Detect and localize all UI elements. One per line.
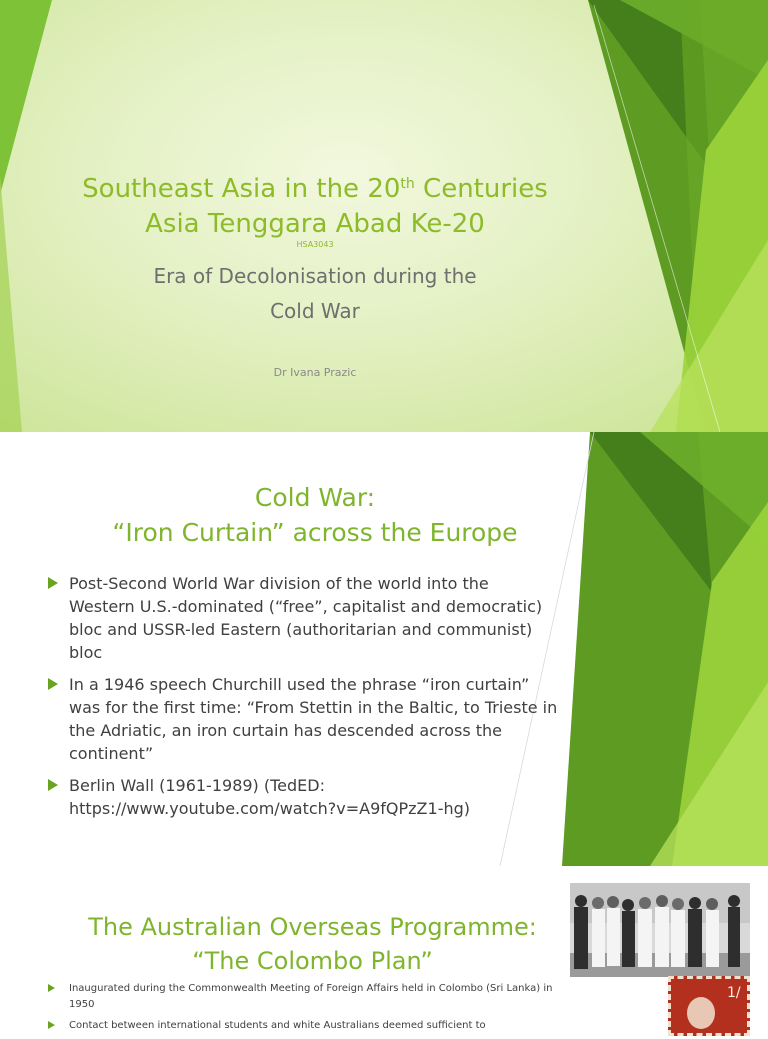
title-slide — [0, 0, 768, 432]
bullet-item — [48, 981, 573, 1013]
group-photo-figures — [570, 883, 750, 977]
arrow-bullet-icon — [48, 984, 55, 992]
title-line-1: The Australian Overseas Programme: — [88, 913, 537, 941]
postage-stamp — [668, 976, 750, 1036]
bullet-text: Contact between international students and white Australians deemed sufficient to — [69, 1020, 486, 1031]
title-line-2: “Iron Curtain” across the Europe — [112, 518, 518, 547]
slide-title — [40, 910, 585, 978]
arrow-bullet-icon — [48, 577, 58, 589]
cold-war-slide — [0, 432, 768, 866]
stamp-emblem-icon — [671, 979, 747, 1033]
arrow-bullet-icon — [48, 1021, 55, 1029]
bullet-item — [48, 774, 558, 820]
title-line-2: Asia Tenggara Abad Ke-20 — [145, 209, 485, 239]
bullet-text-link[interactable]: Berlin Wall (1961-1989) (TedED: https://www.youtube.com/watch?v=A9fQPzZ1-hg) — [69, 776, 471, 818]
bullet-text: Post-Second World War division of the world into the Western U.S.-dominated (“free”, capitalist and democratic) bloc and USSR-led Eastern (authoritarian and communist) bloc — [69, 574, 543, 662]
course-code: HSA3043 — [296, 240, 334, 249]
bullet-text: Inaugurated during the Commonwealth Meeting of Foreign Affairs held in Colombo (Sri Lanka) in 1950 — [69, 983, 553, 1010]
bullet-item — [48, 572, 558, 664]
bullet-item — [48, 673, 558, 765]
bullet-item — [48, 1018, 573, 1034]
title-line-1: Cold War: — [254, 483, 376, 512]
colombo-plan-slide — [0, 866, 768, 1031]
arrow-bullet-icon — [48, 779, 58, 791]
slide-title — [60, 172, 570, 242]
author-name: Dr Ivana Prazic — [273, 366, 357, 379]
bullet-text: In a 1946 speech Churchill used the phrase “iron curtain” was for the first time: “From Stettin in the Baltic, to Trieste in the Adriatic, an iron curtain has descended across the continent” — [69, 675, 558, 763]
subtitle-line-1: Era of Decolonisation during the — [153, 264, 477, 288]
arrow-bullet-icon — [48, 678, 58, 690]
title-text: Southeast Asia in the 20 — [82, 174, 401, 204]
bullet-list — [48, 981, 573, 1039]
slide-subtitle — [60, 259, 570, 329]
group-photo — [570, 883, 750, 977]
title-line-2: “The Colombo Plan” — [192, 947, 433, 975]
title-text-end: Centuries — [414, 174, 548, 204]
title-superscript: th — [400, 176, 415, 192]
stamp-value: 1/ — [727, 985, 741, 1001]
bullet-list — [48, 572, 558, 829]
subtitle-line-2: Cold War — [270, 299, 360, 323]
slide-title — [40, 480, 590, 550]
